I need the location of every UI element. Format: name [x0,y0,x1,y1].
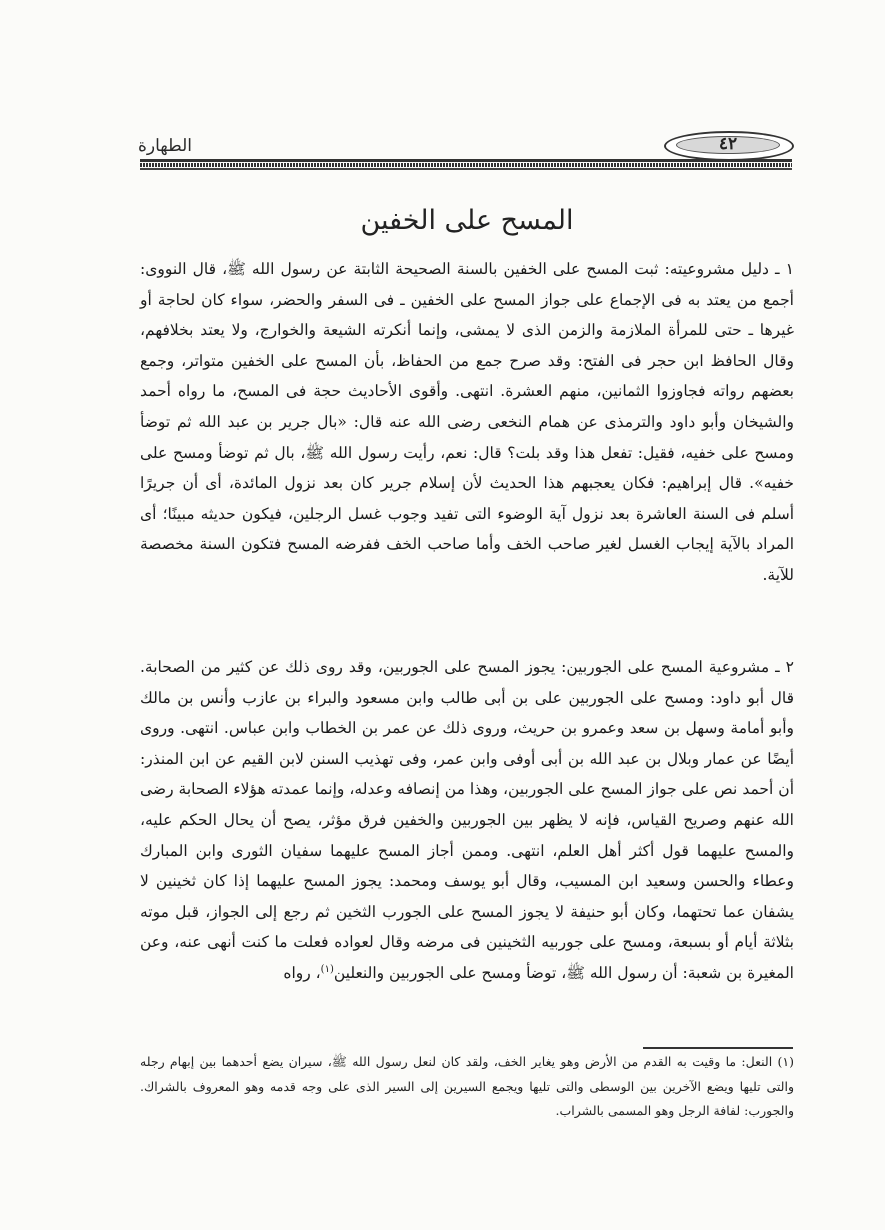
footnote-separator [643,1047,793,1049]
section-title: المسح على الخفين [360,205,574,236]
paragraph-2 [140,652,794,989]
chapter-title: الطهارة [138,136,192,156]
paragraph-1: ١ ـ دليل مشروعيته: ثبت المسح على الخفين بالسنة الصحيحة الثابتة عن رسول الله ﷺ، قال النووى: أجمع من يعتد به فى الإجماع على جواز المسح على الخفين ـ فى السفر والحضر، سواء كان لحاجة أو غيرها ـ حتى للمرأة الملازمة والزمن الذى لا يمشى، وإنما أنكرته الشيعة والخوارج، ولا يعتد بخلافهم، وقال الحافظ ابن حجر فى الفتح: وقد صرح جمع من الحفاظ، بأن المسح على الخفين متواتر، وجمع بعضهم رواته فجاوزوا الثمانين، منهم العشرة. انتهى. وأقوى الأحاديث حجة فى المسح، ما رواه أحمد والشيخان وأبو داود والترمذى عن همام النخعى رضى الله عنه قال: «بال جرير بن عبد الله ثم توضأ ومسح على خفيه، فقيل: تفعل هذا وقد بلت؟ قال: نعم، رأيت رسول الله ﷺ، بال ثم توضأ ومسح على خفيه». قال إبراهيم: فكان يعجبهم هذا الحديث لأن إسلام جرير كان بعد نزول المائدة، أى أن جريرًا أسلم فى السنة العاشرة بعد نزول آية الوضوء التى تفيد وجوب غسل الرجلين، فيكون حديثه مبينًا؛ أى المراد بالآية إيجاب الغسل لغير صاحب الخف وأما صاحب الخف ففرضه المسح فتكون السنة مخصصة للآية. [140,260,794,584]
paragraph-2-text: ٢ ـ مشروعية المسح على الجوربين: يجوز المسح على الجوربين، وقد روى ذلك عن كثير من الصحابة. قال أبو داود: ومسح على الجوربين على بن أبى طالب وابن مسعود والبراء بن عازب وأنس بن مالك وأبو أمامة وسهل بن سعد وعمرو بن حريث، وروى ذلك عن عمر بن الخطاب وابن عباس. انتهى. وروى أيضًا عن عمار وبلال بن عبد الله بن أبى أوفى وابن عمر، وفى تهذيب السنن لابن القيم عن ابن المنذر: أن أحمد نص على جواز المسح على الجوربين، وهذا من إنصافه وعدله، وإنما عمدته هؤلاء الصحابة رضى الله عنهم وصريح القياس، فإنه لا يظهر بين الجوربين والخفين فرق مؤثر، يصح أن يحال الحكم عليه، والمسح عليهما قول أكثر أهل العلم، انتهى. وممن أجاز المسح عليهما سفيان الثورى وابن المبارك وعطاء والحسن وسعيد ابن المسيب، وقال أبو يوسف ومحمد: يجوز المسح عليهما إذا كان ثخينين لا يشفان عما تحتهما، وكان أبو حنيفة لا يجوز المسح على الجورب الثخين ثم رجع إلى الجواز، قبل موته بثلاثة أيام أو بسبعة، ومسح على جوربيه الثخينين فى مرضه وقال لعواده فعلت ما كنت أنهى عنه، وعن المغيرة بن شعبة: أن رسول الله ﷺ، توضأ ومسح على الجوربين والنعلين [140,658,794,982]
footnote-reference: (١) [320,963,334,975]
header-rule-top [140,159,792,162]
paragraph-2-tail: ، رواه [283,963,321,982]
footnote-text: (١) النعل: ما وقيت به القدم من الأرض وهو يغاير الخف، ولقد كان لنعل رسول الله ﷺ، سيران يضع أحدهما بين إبهام رجله والتى تليها ويضع الآخرين بين الوسطى والتى تليها ويجمع السيرين إلى السير الذى على وجه قدمه وهو المعروف بالشراك. والجورب: لفافة الرجل وهو المسمى بالشراب. [140,1054,794,1118]
page-number-badge-inner [676,136,780,154]
header-rule-hatched [140,163,792,167]
page-number: ٤٢ [718,134,738,154]
header-rule-bottom [140,168,792,170]
page-number-badge [664,131,794,161]
